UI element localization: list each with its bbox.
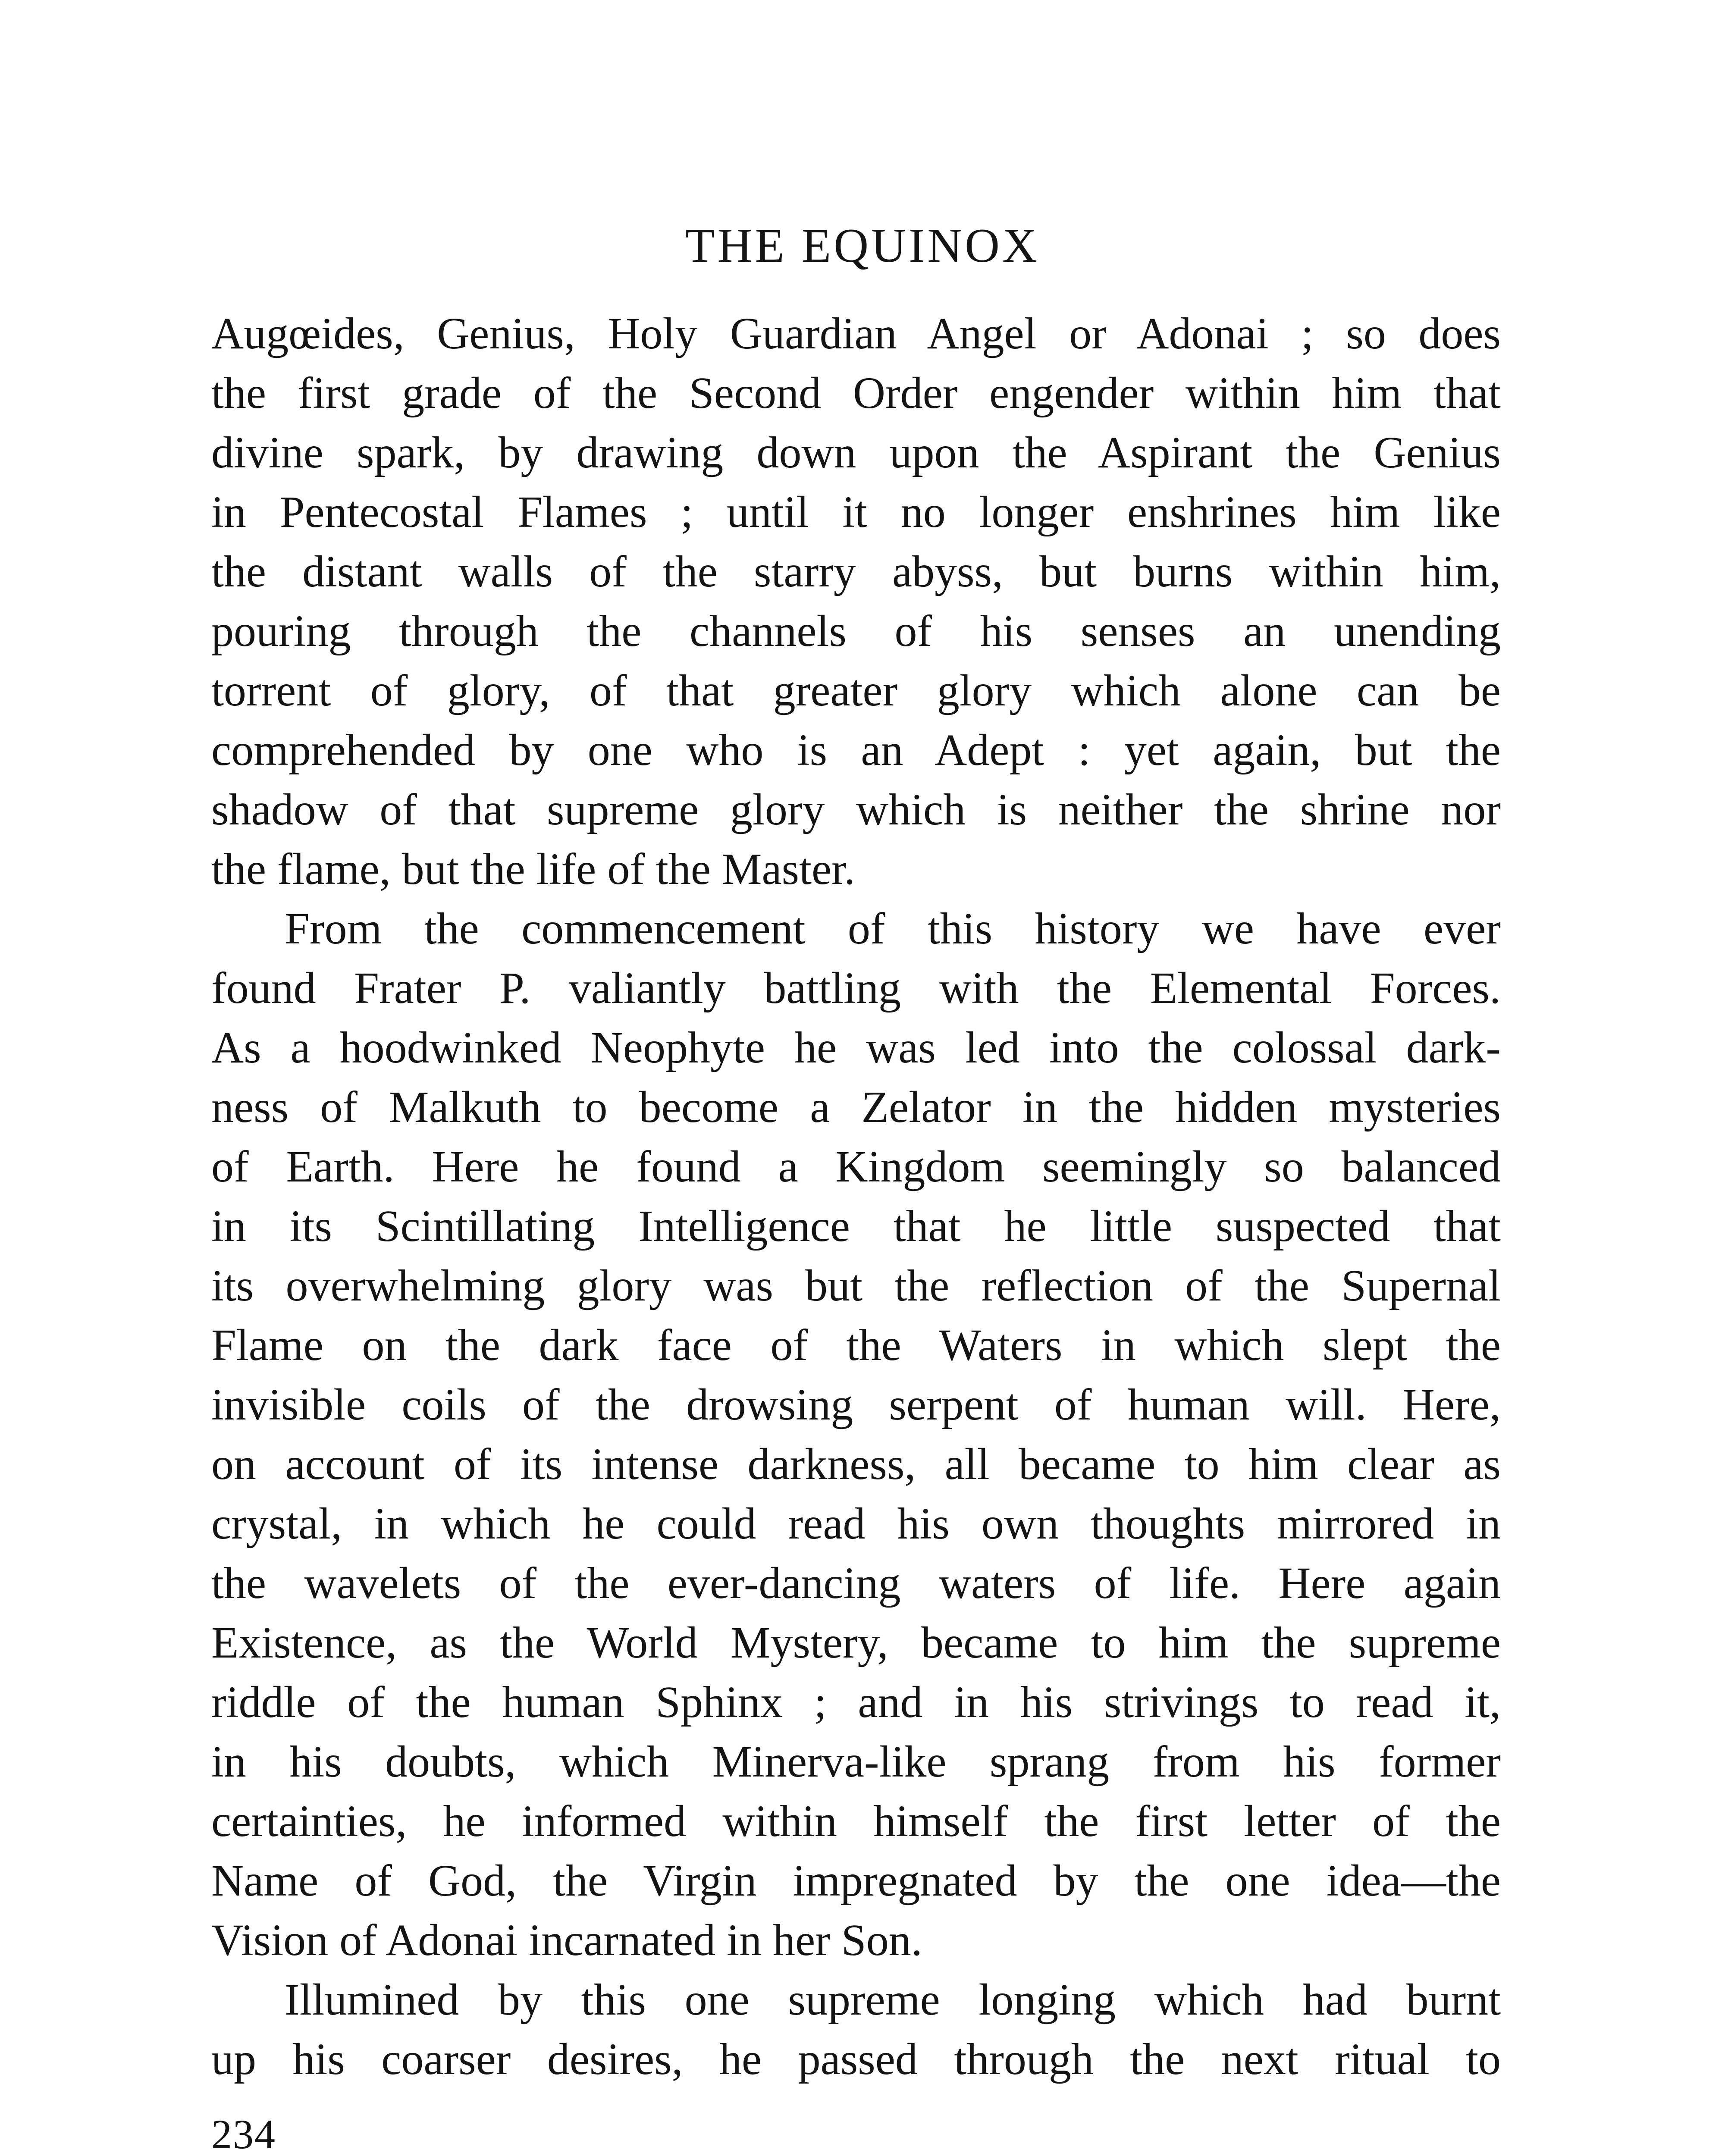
page-number: 234 [211, 2111, 276, 2156]
running-head-title: THE EQUINOX [685, 219, 1040, 273]
text-line: divine spark, by drawing down upon the Aspirant the Genius [211, 428, 1501, 477]
text-line: the flame, but the life of the Master. [211, 844, 856, 894]
text-line: on account of its intense darkness, all became to him clear as [211, 1439, 1501, 1489]
text-line: in Pentecostal Flames ; until it no longer enshrines him like [211, 487, 1501, 537]
text-line: in its Scintillating Intelligence that he little suspected that [211, 1201, 1501, 1251]
text-line: shadow of that supreme glory which is neither the shrine nor [211, 785, 1501, 834]
text-line: pouring through the channels of his senses an unending [211, 606, 1501, 656]
text-line: invisible coils of the drowsing serpent of human will. Here, [211, 1380, 1501, 1429]
text-line: found Frater P. valiantly battling with the Elemental Forces. [211, 963, 1501, 1013]
text-line: ness of Malkuth to become a Zelator in the hidden mysteries [211, 1082, 1501, 1132]
text-line: its overwhelming glory was but the reflection of the Supernal [211, 1261, 1501, 1310]
text-line: From the commencement of this history we have ever [285, 904, 1501, 953]
paragraph-3 [211, 1970, 1501, 2089]
paragraph-1 [211, 304, 1501, 899]
text-line: riddle of the human Sphinx ; and in his strivings to read it, [211, 1677, 1501, 1727]
text-line: Name of God, the Virgin impregnated by the one idea—the [211, 1856, 1501, 1905]
text-line: the first grade of the Second Order engender within him that [211, 368, 1501, 418]
body-text [211, 304, 1501, 2089]
text-line: certainties, he informed within himself the first letter of the [211, 1796, 1501, 1846]
text-line: Flame on the dark face of the Waters in which slept the [211, 1320, 1501, 1370]
text-line: Existence, as the World Mystery, became to him the supreme [211, 1618, 1501, 1667]
text-line: As a hoodwinked Neophyte he was led into the colossal dark- [211, 1023, 1501, 1072]
text-line: the distant walls of the starry abyss, but burns within him, [211, 547, 1501, 596]
text-line: Vision of Adonai incarnated in her Son. [211, 1915, 922, 1965]
text-line: torrent of glory, of that greater glory which alone can be [211, 666, 1501, 715]
text-line: the wavelets of the ever-dancing waters of life. Here again [211, 1558, 1501, 1608]
text-line: comprehended by one who is an Adept : yet again, but the [211, 725, 1501, 775]
text-line: of Earth. Here he found a Kingdom seemingly so balanced [211, 1142, 1501, 1191]
text-line: crystal, in which he could read his own thoughts mirrored in [211, 1499, 1501, 1548]
text-line: in his doubts, which Minerva-like sprang from his former [211, 1737, 1501, 1786]
paragraph-2 [211, 899, 1501, 1970]
text-line: Augœides, Genius, Holy Guardian Angel or Adonai ; so does [211, 309, 1501, 358]
text-line: up his coarser desires, he passed through the next ritual to [211, 2034, 1501, 2084]
text-line: Illumined by this one supreme longing which had burnt [285, 1975, 1501, 2024]
